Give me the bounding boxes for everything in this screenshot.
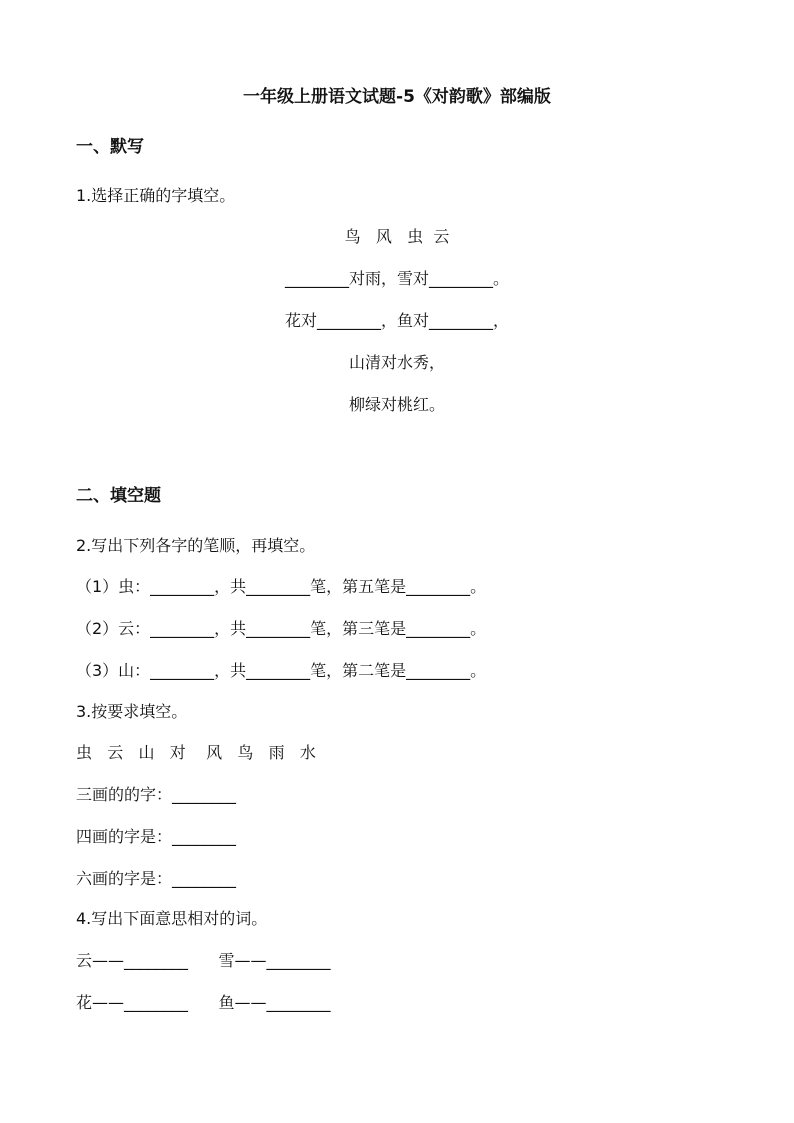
couplet-line-3: 山清对水秀， xyxy=(348,353,445,372)
couplet-line-4: 柳绿对桃红。 xyxy=(348,395,445,414)
section-heading-dictation: 一、默写 xyxy=(76,137,144,157)
question-2-item-3: （3）山：________，共________笔，第二笔是________。 xyxy=(76,661,487,680)
couplet-line-2: 花对________，鱼对________， xyxy=(284,311,509,330)
question-3-prompt: 3.按要求填空。 xyxy=(76,702,188,721)
question-3-item-1: 三画的的字：________ xyxy=(76,785,237,804)
question-3-item-3: 六画的字是：________ xyxy=(76,869,237,888)
character-list: 虫 云 山 对 风 鸟 雨 水 xyxy=(76,743,316,762)
question-2-item-1: （1）虫：________，共________笔，第五笔是________。 xyxy=(76,577,487,596)
question-4-prompt: 4.写出下面意思相对的词。 xyxy=(76,909,268,928)
question-3-item-2: 四画的字是：________ xyxy=(76,827,237,846)
question-2-prompt: 2.写出下列各字的笔顺，再填空。 xyxy=(76,536,316,555)
section-heading-fill-in: 二、填空题 xyxy=(76,486,161,506)
couplet-line-1: ________对雨，雪对________。 xyxy=(284,269,509,288)
question-4-row-1: 云——________ 雪——________ xyxy=(76,951,331,970)
question-2-item-2: （2）云：________，共________笔，第三笔是________。 xyxy=(76,619,487,638)
question-4-row-2: 花——________ 鱼——________ xyxy=(76,993,331,1012)
page-title: 一年级上册语文试题-5《对韵歌》部编版 xyxy=(243,87,551,107)
word-bank: 鸟 风 虫 云 xyxy=(344,227,450,246)
question-1-prompt: 1.选择正确的字填空。 xyxy=(76,186,236,205)
